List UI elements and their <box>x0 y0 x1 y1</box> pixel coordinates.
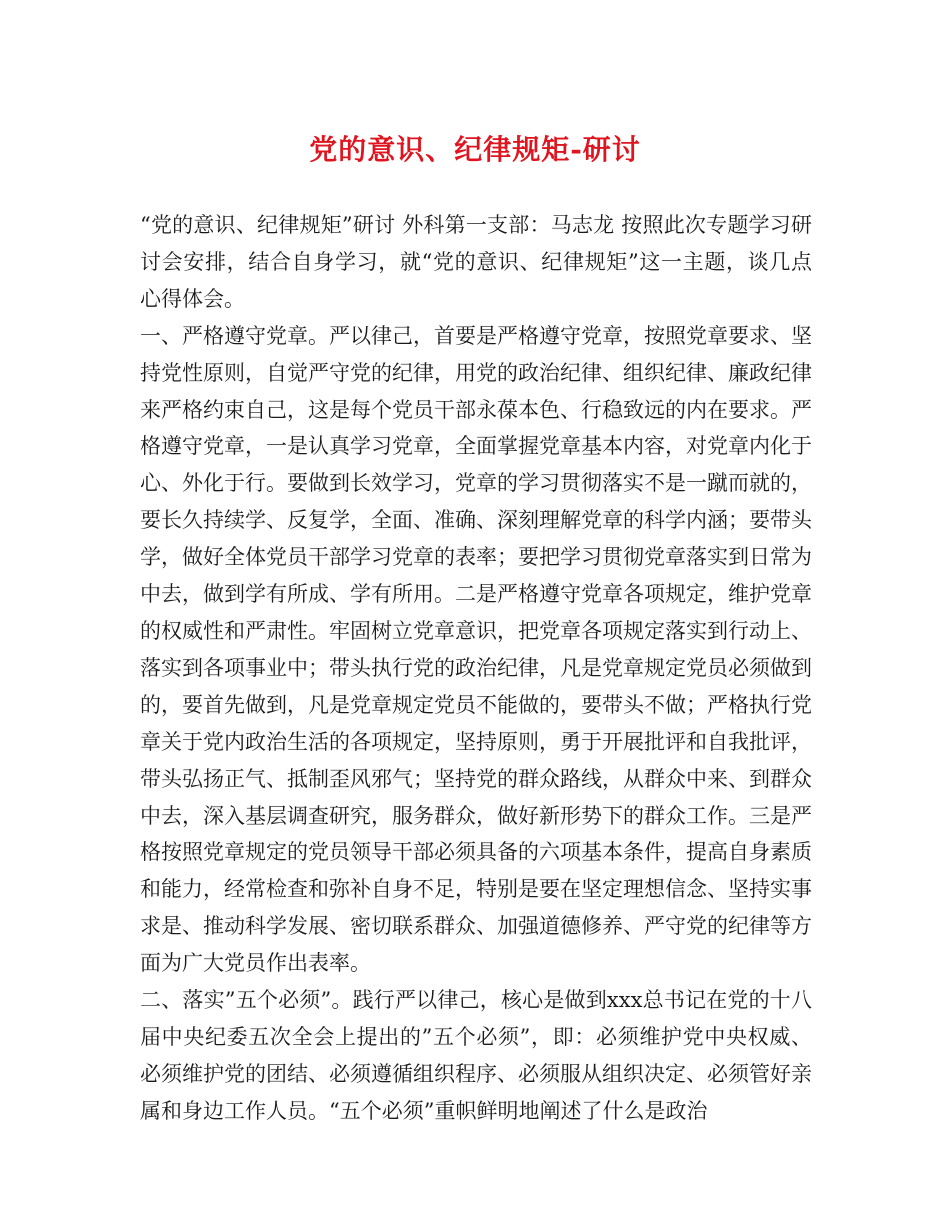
document-body <box>140 207 812 1130</box>
document-title: 党的意识、纪律规矩-研讨 <box>309 133 641 166</box>
paragraph-section-1: 一、严格遵守党章。严以律己，首要是严格遵守党章，按照党章要求、坚持党性原则，自觉严守党的纪律，用党的政治纪律、组织纪律、廉政纪律来严格约束自己，这是每个党员干部永葆本色、行稳致远的内在要求。严格遵守党章，一是认真学习党章，全面掌握党章基本内容，对党章内化于心、外化于行。要做到长效学习，党章的学习贯彻落实不是一蹴而就的，要长久持续学、反复学，全面、准确、深刻理解党章的科学内涵；要带头学，做好全体党员干部学习党章的表率；要把学习贯彻党章落实到日常为中去，做到学有所成、学有所用。二是严格遵守党章各项规定，维护党章的权威性和严肃性。牢固树立党章意识，把党章各项规定落实到行动上、落实到各项事业中；带头执行党的政治纪律，凡是党章规定党员必须做到的，要首先做到，凡是党章规定党员不能做的，要带头不做；严格执行党章关于党内政治生活的各项规定，坚持原则，勇于开展批评和自我批评，带头弘扬正气、抵制歪风邪气；坚持党的群众路线，从群众中来、到群众中去，深入基层调查研究，服务群众，做好新形势下的群众工作。三是严格按照党章规定的党员领导干部必须具备的六项基本条件，提高自身素质和能力，经常检查和弥补自身不足，特别是要在坚定理想信念、坚持实事求是、推动科学发展、密切联系群众、加强道德修养、严守党的纪律等方面为广大党员作出表率。 <box>140 323 812 976</box>
paragraph-intro: “党的意识、纪律规矩”研讨 外科第一支部：马志龙 按照此次专题学习研讨会安排，结合自身学习，就“党的意识、纪律规矩”这一主题，谈几点心得体会。 <box>140 213 812 311</box>
paragraph-section-2: 二、落实”五个必须”。践行严以律己，核心是做到xxx总书记在党的十八届中央纪委五次全会上提出的”五个必须”，即：必须维护党中央权威、必须维护党的团结、必须遵循组织程序、必须服从组织决定、必须管好亲属和身边工作人员。“五个必须”重帜鲜明地阐述了什么是政治 <box>140 988 812 1123</box>
